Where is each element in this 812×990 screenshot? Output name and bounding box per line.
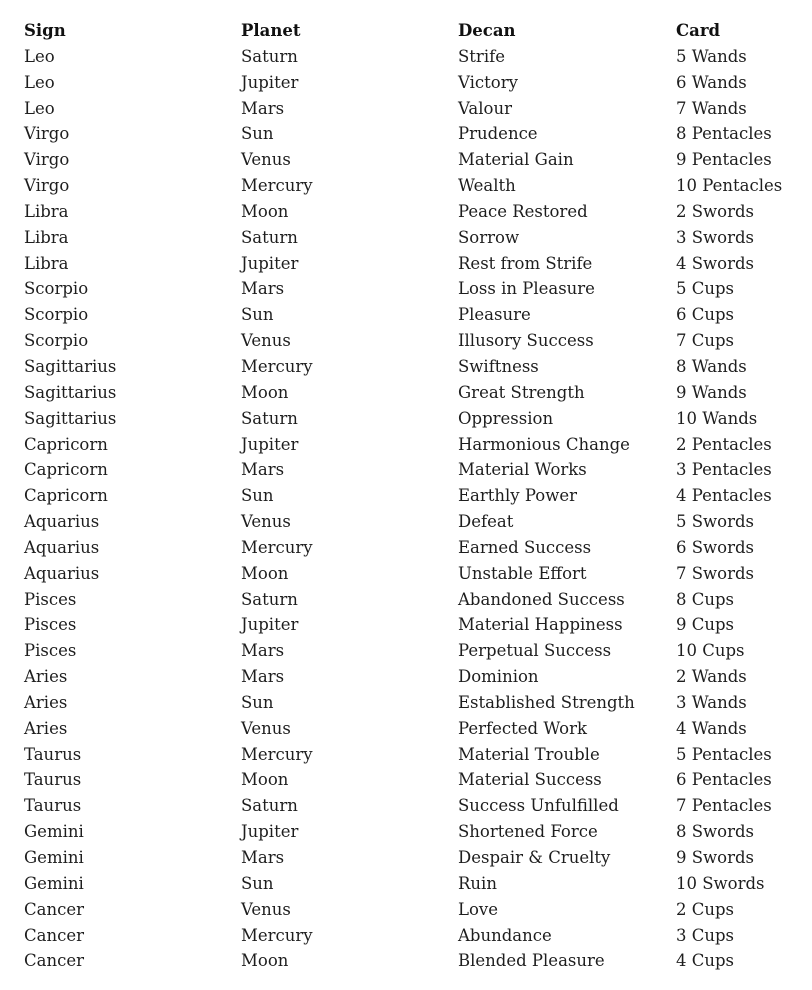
table-row	[24, 509, 806, 535]
cell-planet: Jupiter	[241, 253, 299, 273]
cell-card: 7 Swords	[676, 563, 755, 583]
cell-decan: Blended Pleasure	[458, 951, 605, 971]
cell-card: 8 Cups	[676, 589, 735, 609]
cell-decan: Earned Success	[458, 537, 592, 557]
table-row	[24, 948, 806, 974]
header-decan: Decan	[458, 21, 516, 40]
cell-planet: Mars	[241, 460, 285, 480]
cell-decan: Love	[458, 899, 498, 919]
cell-sign: Scorpio	[24, 279, 89, 299]
cell-sign: Pisces	[24, 589, 77, 609]
cell-planet: Jupiter	[241, 434, 299, 454]
table-row	[24, 44, 806, 70]
table-row	[24, 147, 806, 173]
table-row	[24, 897, 806, 923]
cell-planet: Moon	[241, 951, 289, 971]
cell-planet: Venus	[241, 150, 291, 170]
cell-card: 6 Cups	[676, 305, 735, 325]
cell-sign: Aquarius	[24, 563, 100, 583]
table-row	[24, 561, 806, 587]
table-row	[24, 535, 806, 561]
cell-sign: Capricorn	[24, 434, 108, 454]
table-row	[24, 742, 806, 768]
cell-card: 5 Swords	[676, 512, 755, 532]
cell-card: 3 Wands	[676, 692, 747, 712]
cell-card: 7 Wands	[676, 98, 747, 118]
cell-card: 4 Cups	[676, 951, 735, 971]
cell-planet: Mars	[241, 98, 285, 118]
cell-decan: Peace Restored	[458, 201, 588, 221]
cell-decan: Shortened Force	[458, 822, 598, 842]
table-row	[24, 354, 806, 380]
cell-planet: Sun	[241, 124, 274, 144]
cell-decan: Material Success	[458, 770, 602, 790]
table-row	[24, 587, 806, 613]
table-row	[24, 871, 806, 897]
table-body	[24, 44, 806, 974]
table-row	[24, 845, 806, 871]
cell-sign: Gemini	[24, 848, 84, 867]
cell-decan: Pleasure	[458, 305, 531, 325]
cell-card: 4 Pentacles	[676, 486, 772, 506]
table-row	[24, 767, 806, 793]
cell-decan: Perfected Work	[458, 718, 587, 738]
table-row	[24, 121, 806, 147]
table-row	[24, 457, 806, 483]
cell-planet: Venus	[241, 899, 291, 919]
cell-card: 8 Pentacles	[676, 124, 772, 144]
cell-sign: Capricorn	[24, 486, 108, 506]
cell-planet: Sun	[241, 486, 274, 506]
table-row	[24, 483, 806, 509]
table-row	[24, 380, 806, 406]
cell-sign: Aries	[24, 718, 68, 738]
cell-decan: Defeat	[458, 512, 514, 532]
cell-planet: Moon	[241, 201, 289, 221]
cell-decan: Dominion	[458, 667, 539, 687]
cell-sign: Libra	[24, 201, 69, 221]
table-row	[24, 690, 806, 716]
table-row	[24, 199, 806, 225]
table-row	[24, 432, 806, 458]
cell-decan: Success Unfulfilled	[458, 796, 619, 816]
cell-sign: Aquarius	[24, 537, 100, 557]
cell-card: 3 Pentacles	[676, 460, 772, 480]
cell-planet: Sun	[241, 305, 274, 325]
cell-sign: Libra	[24, 227, 69, 247]
cell-decan: Wealth	[458, 176, 516, 196]
cell-card: 6 Swords	[676, 537, 755, 557]
cell-decan: Material Gain	[458, 150, 574, 170]
cell-decan: Oppression	[458, 408, 554, 428]
cell-card: 9 Swords	[676, 848, 755, 867]
cell-planet: Mars	[241, 848, 285, 867]
table-row	[24, 612, 806, 638]
cell-sign: Leo	[24, 72, 55, 92]
cell-decan: Strife	[458, 46, 505, 66]
cell-sign: Pisces	[24, 641, 77, 661]
header-row	[24, 18, 806, 44]
cell-planet: Saturn	[241, 796, 298, 816]
cell-planet: Mercury	[241, 925, 313, 945]
cell-decan: Ruin	[458, 873, 497, 893]
cell-sign: Sagittarius	[24, 382, 117, 402]
cell-sign: Aries	[24, 692, 68, 712]
table-header	[24, 18, 806, 44]
cell-planet: Mercury	[241, 176, 313, 196]
cell-decan: Great Strength	[458, 382, 585, 402]
cell-decan: Unstable Effort	[458, 563, 587, 583]
cell-card: 3 Swords	[676, 227, 755, 247]
table-row	[24, 664, 806, 690]
cell-sign: Capricorn	[24, 460, 108, 480]
cell-planet: Mercury	[241, 744, 313, 764]
cell-planet: Saturn	[241, 589, 298, 609]
cell-sign: Virgo	[24, 176, 70, 196]
cell-decan: Rest from Strife	[458, 253, 593, 273]
decan-table	[24, 18, 806, 974]
cell-card: 2 Pentacles	[676, 434, 772, 454]
table-row	[24, 96, 806, 122]
cell-card: 4 Swords	[676, 253, 755, 273]
cell-card: 5 Wands	[676, 46, 747, 66]
table-row	[24, 793, 806, 819]
cell-decan: Loss in Pleasure	[458, 279, 595, 299]
cell-card: 9 Pentacles	[676, 150, 772, 170]
cell-planet: Sun	[241, 692, 274, 712]
table-row	[24, 716, 806, 742]
table-row	[24, 302, 806, 328]
cell-decan: Victory	[458, 72, 518, 92]
cell-sign: Scorpio	[24, 331, 89, 351]
cell-planet: Saturn	[241, 408, 298, 428]
cell-decan: Harmonious Change	[458, 434, 630, 454]
cell-card: 8 Swords	[676, 822, 755, 842]
cell-card: 8 Wands	[676, 356, 747, 376]
cell-planet: Saturn	[241, 46, 298, 66]
cell-decan: Material Trouble	[458, 744, 600, 764]
cell-card: 7 Cups	[676, 331, 735, 351]
header-sign: Sign	[24, 21, 66, 40]
table-row	[24, 638, 806, 664]
cell-decan: Despair & Cruelty	[458, 848, 611, 867]
cell-card: 9 Wands	[676, 382, 747, 402]
header-planet: Planet	[241, 21, 301, 40]
cell-card: 5 Pentacles	[676, 744, 772, 764]
cell-decan: Established Strength	[458, 692, 635, 712]
cell-decan: Valour	[458, 98, 512, 118]
cell-card: 10 Wands	[676, 408, 758, 428]
cell-card: 2 Wands	[676, 667, 747, 687]
cell-card: 10 Pentacles	[676, 176, 783, 196]
cell-planet: Moon	[241, 770, 289, 790]
cell-planet: Mars	[241, 641, 285, 661]
cell-sign: Pisces	[24, 615, 77, 635]
cell-planet: Venus	[241, 718, 291, 738]
cell-decan: Sorrow	[458, 227, 520, 247]
cell-decan: Abandoned Success	[458, 589, 625, 609]
cell-decan: Material Happiness	[458, 615, 623, 635]
cell-planet: Mercury	[241, 537, 313, 557]
cell-card: 9 Cups	[676, 615, 735, 635]
cell-sign: Sagittarius	[24, 408, 117, 428]
cell-sign: Cancer	[24, 951, 84, 971]
cell-sign: Leo	[24, 98, 55, 118]
table-row	[24, 406, 806, 432]
cell-card: 3 Cups	[676, 925, 735, 945]
cell-card: 6 Pentacles	[676, 770, 772, 790]
table-row	[24, 819, 806, 845]
cell-card: 2 Swords	[676, 201, 755, 221]
cell-planet: Sun	[241, 873, 274, 893]
table-row	[24, 251, 806, 277]
cell-sign: Virgo	[24, 124, 70, 144]
table-row	[24, 70, 806, 96]
cell-sign: Aquarius	[24, 512, 100, 532]
cell-sign: Gemini	[24, 873, 84, 893]
table-row	[24, 276, 806, 302]
cell-sign: Libra	[24, 253, 69, 273]
cell-sign: Virgo	[24, 150, 70, 170]
cell-card: 4 Wands	[676, 718, 747, 738]
cell-planet: Jupiter	[241, 615, 299, 635]
cell-sign: Scorpio	[24, 305, 89, 325]
cell-planet: Venus	[241, 512, 291, 532]
cell-card: 7 Pentacles	[676, 796, 772, 816]
cell-sign: Leo	[24, 46, 55, 66]
cell-decan: Abundance	[458, 925, 552, 945]
cell-planet: Moon	[241, 382, 289, 402]
cell-card: 10 Cups	[676, 641, 745, 661]
cell-decan: Prudence	[458, 124, 538, 144]
table-row	[24, 173, 806, 199]
cell-decan: Perpetual Success	[458, 641, 612, 661]
cell-planet: Venus	[241, 331, 291, 351]
cell-sign: Taurus	[24, 744, 82, 764]
table-row	[24, 923, 806, 949]
cell-card: 6 Wands	[676, 72, 747, 92]
cell-sign: Taurus	[24, 796, 82, 816]
cell-decan: Swiftness	[458, 356, 539, 376]
cell-sign: Cancer	[24, 899, 84, 919]
cell-planet: Mars	[241, 667, 285, 687]
cell-sign: Sagittarius	[24, 356, 117, 376]
cell-planet: Jupiter	[241, 72, 299, 92]
cell-planet: Mercury	[241, 356, 313, 376]
table-row	[24, 225, 806, 251]
cell-sign: Taurus	[24, 770, 82, 790]
cell-planet: Saturn	[241, 227, 298, 247]
cell-card: 5 Cups	[676, 279, 735, 299]
cell-sign: Cancer	[24, 925, 84, 945]
cell-planet: Moon	[241, 563, 289, 583]
cell-sign: Aries	[24, 667, 68, 687]
header-card: Card	[676, 21, 721, 40]
table-row	[24, 328, 806, 354]
cell-decan: Illusory Success	[458, 331, 594, 351]
cell-decan: Material Works	[458, 460, 587, 480]
cell-card: 10 Swords	[676, 873, 765, 893]
cell-sign: Gemini	[24, 822, 84, 842]
cell-planet: Mars	[241, 279, 285, 299]
cell-decan: Earthly Power	[458, 486, 578, 506]
cell-planet: Jupiter	[241, 822, 299, 842]
cell-card: 2 Cups	[676, 899, 735, 919]
